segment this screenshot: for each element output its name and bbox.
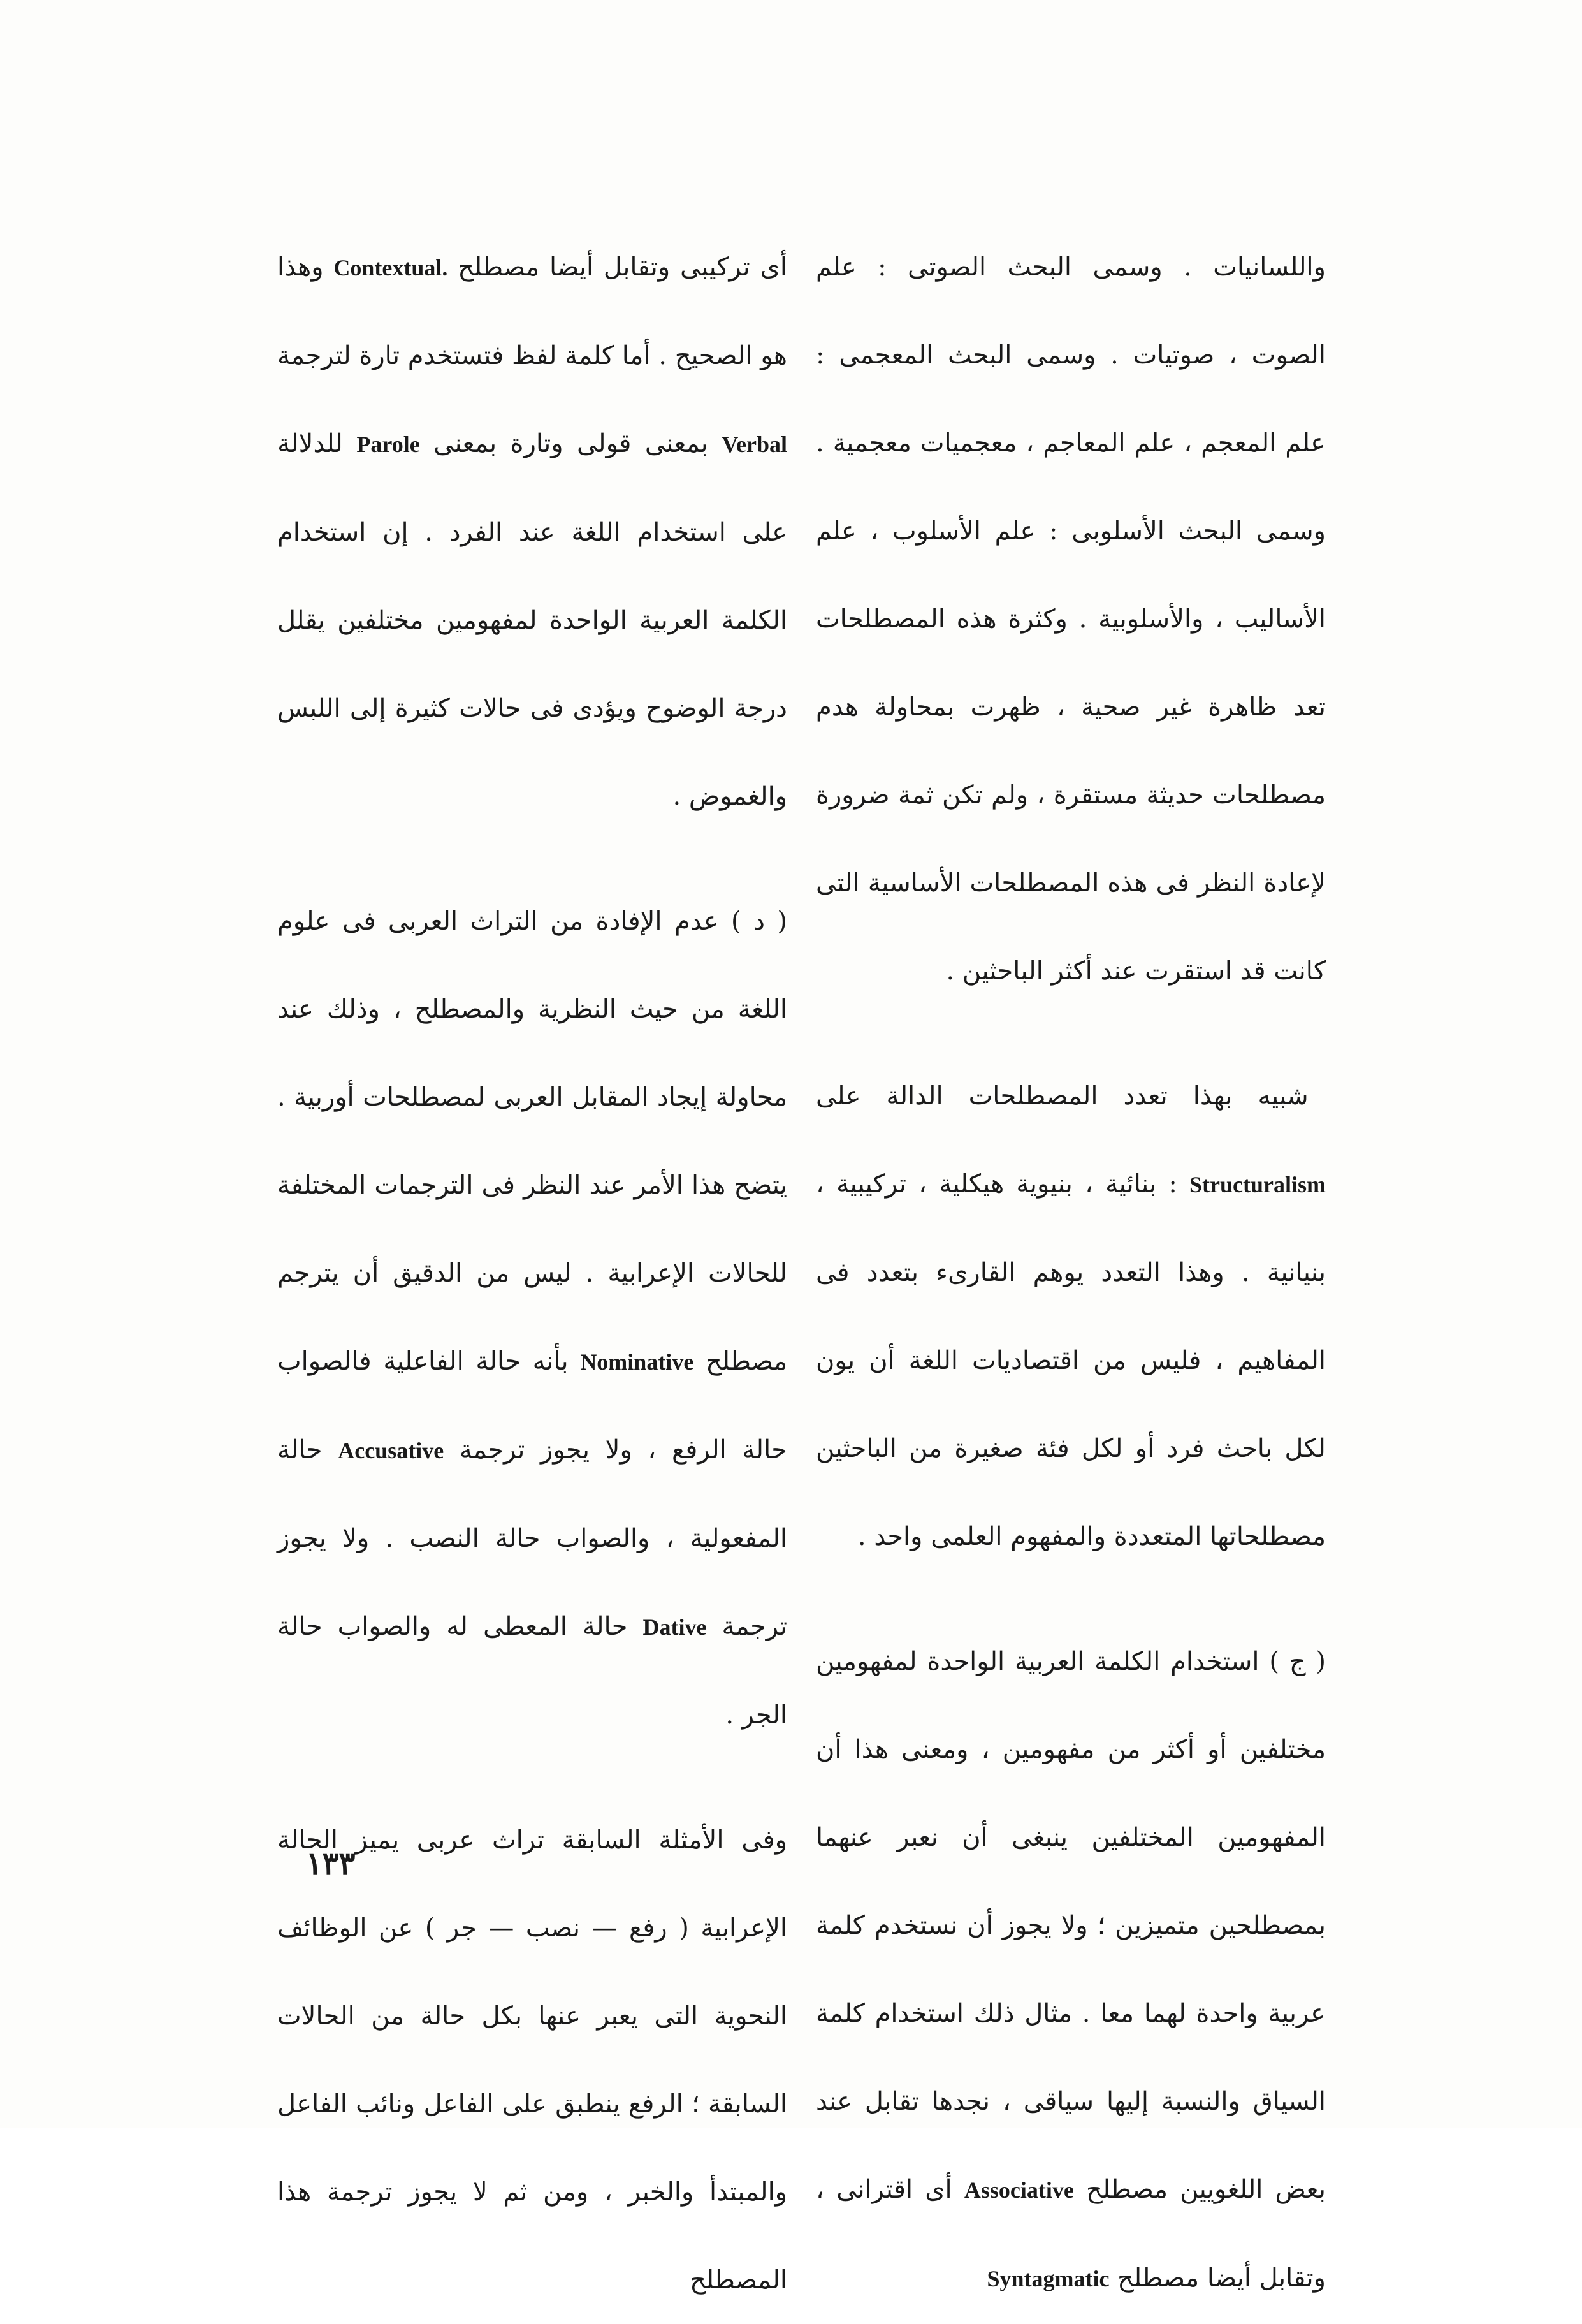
foreign-term: Accusative (338, 1438, 444, 1463)
paragraph (277, 877, 787, 1759)
foreign-term: Contextual. (333, 255, 448, 281)
text-segment: حالة المعطى له والصواب حالة الجر . (277, 1612, 787, 1730)
left-text-column (277, 223, 787, 2324)
text-segment: وهذا هو الصحيح . أما كلمة لفظ فتستخدم تارة لترجمة (277, 252, 787, 370)
foreign-term: Associative (964, 2177, 1074, 2203)
text-segment: ( ج ) استخدام الكلمة العربية الواحدة لمفهومين مختلفين أو أكثر من مفهومين ، ومعنى هذا أن المفهومين المختلفين ينبغى أن نعبر عنهما بمصطلحين متميزين ؛ ولا يجوز أن نستخدم كلمة عربية واحدة لهما معا . مثال ذلك استخدام كلمة السياق والنسبة إليها سياقى ، نجدها تقابل عند بعض اللغويين مصطلح (816, 1647, 1326, 2204)
text-segment: بمعنى قولى وتارة بمعنى (419, 429, 708, 458)
paragraph (277, 223, 787, 840)
text-segment: للدلالة على استخدام اللغة عند الفرد . إن استخدام الكلمة العربية الواحدة لمفهومين مختلفين يقلل درجة الوضوح ويؤدى فى حالات كثيرة إلى اللبس والغموض . (277, 429, 787, 811)
foreign-term: Dative (642, 1614, 707, 1640)
page-number: ١٣٣ (306, 1846, 356, 1882)
text-segment: : بنائية ، بنيوية هيكلية ، تركيبية ، بنيانية . وهذا التعدد يوهم القارىء بتعدد فى المفاهيم ، فليس من اقتصاديات اللغة أن يون لكل باحث فرد أو لكل فئة صغيرة من الباحثين مصطلحاتها المتعددة والمفهوم العلمى واحد . (816, 1169, 1326, 1551)
text-segment: أى اقترانى ، وتقابل أيضا مصطلح (816, 2175, 1326, 2293)
paragraph (816, 1618, 1326, 2323)
text-segment: واللسانيات . وسمى البحث الصوتى : علم الصوت ، صوتيات . وسمى البحث المعجمى : علم المعجم ، علم المعاجم ، معجميات معجمية . وسمى البحث الأسلوبى : علم الأسلوب ، علم الأساليب ، والأسلوبية . وكثرة هذه المصطلحات تعد ظاهرة غير صحية ، ظهرت بمحاولة هدم مصطلحات حديثة مستقرة ، ولم تكن ثمة ضرورة لإعادة النظر فى هذه المصطلحات الأساسية التى كانت قد استقرت عند أكثر الباحثين . (816, 252, 1326, 986)
text-segment: ( د ) عدم الإفادة من التراث العربى فى علوم اللغة من حيث النظرية والمصطلح ، وذلك عند محاولة إيجاد المقابل العربى لمصطلحات أوربية . يتضح هذا الأمر عند النظر فى الترجمات المختلفة للحالات الإعرابية . ليس من الدقيق أن يترجم مصطلح (277, 907, 788, 1376)
right-text-column (816, 223, 1326, 2323)
foreign-term: Nominative (580, 1349, 694, 1375)
foreign-term: Structuralism (1189, 1172, 1326, 1197)
text-segment: وفى الأمثلة السابقة تراث عربى يميز الحالة الإعرابية ( رفع — نصب — جر ) عن الوظائف النحوية التى يعبر عنها بكل حالة من الحالات السابقة ؛ الرفع ينطبق على الفاعل ونائب الفاعل والمبتدأ والخبر ، ومن ثم لا يجوز ترجمة هذا المصطلح (277, 1825, 787, 2295)
text-segment: بأنه حالة الفاعلية فالصواب حالة الرفع ، ولا يجوز ترجمة (277, 1347, 787, 1465)
paragraph (816, 223, 1326, 1015)
text-segment: أى تركيبى وتقابل أيضا مصطلح (447, 252, 787, 282)
foreign-term: Parole (356, 432, 420, 457)
foreign-term: Syntagmatic (987, 2266, 1110, 2291)
text-segment: حالة المفعولية ، والصواب حالة النصب . ولا يجوز ترجمة (277, 1435, 787, 1641)
foreign-term: Verbal (722, 432, 788, 457)
text-segment: شبيه بهذا تعدد المصطلحات الدالة على (816, 1081, 1309, 1111)
paragraph (816, 1052, 1326, 1581)
